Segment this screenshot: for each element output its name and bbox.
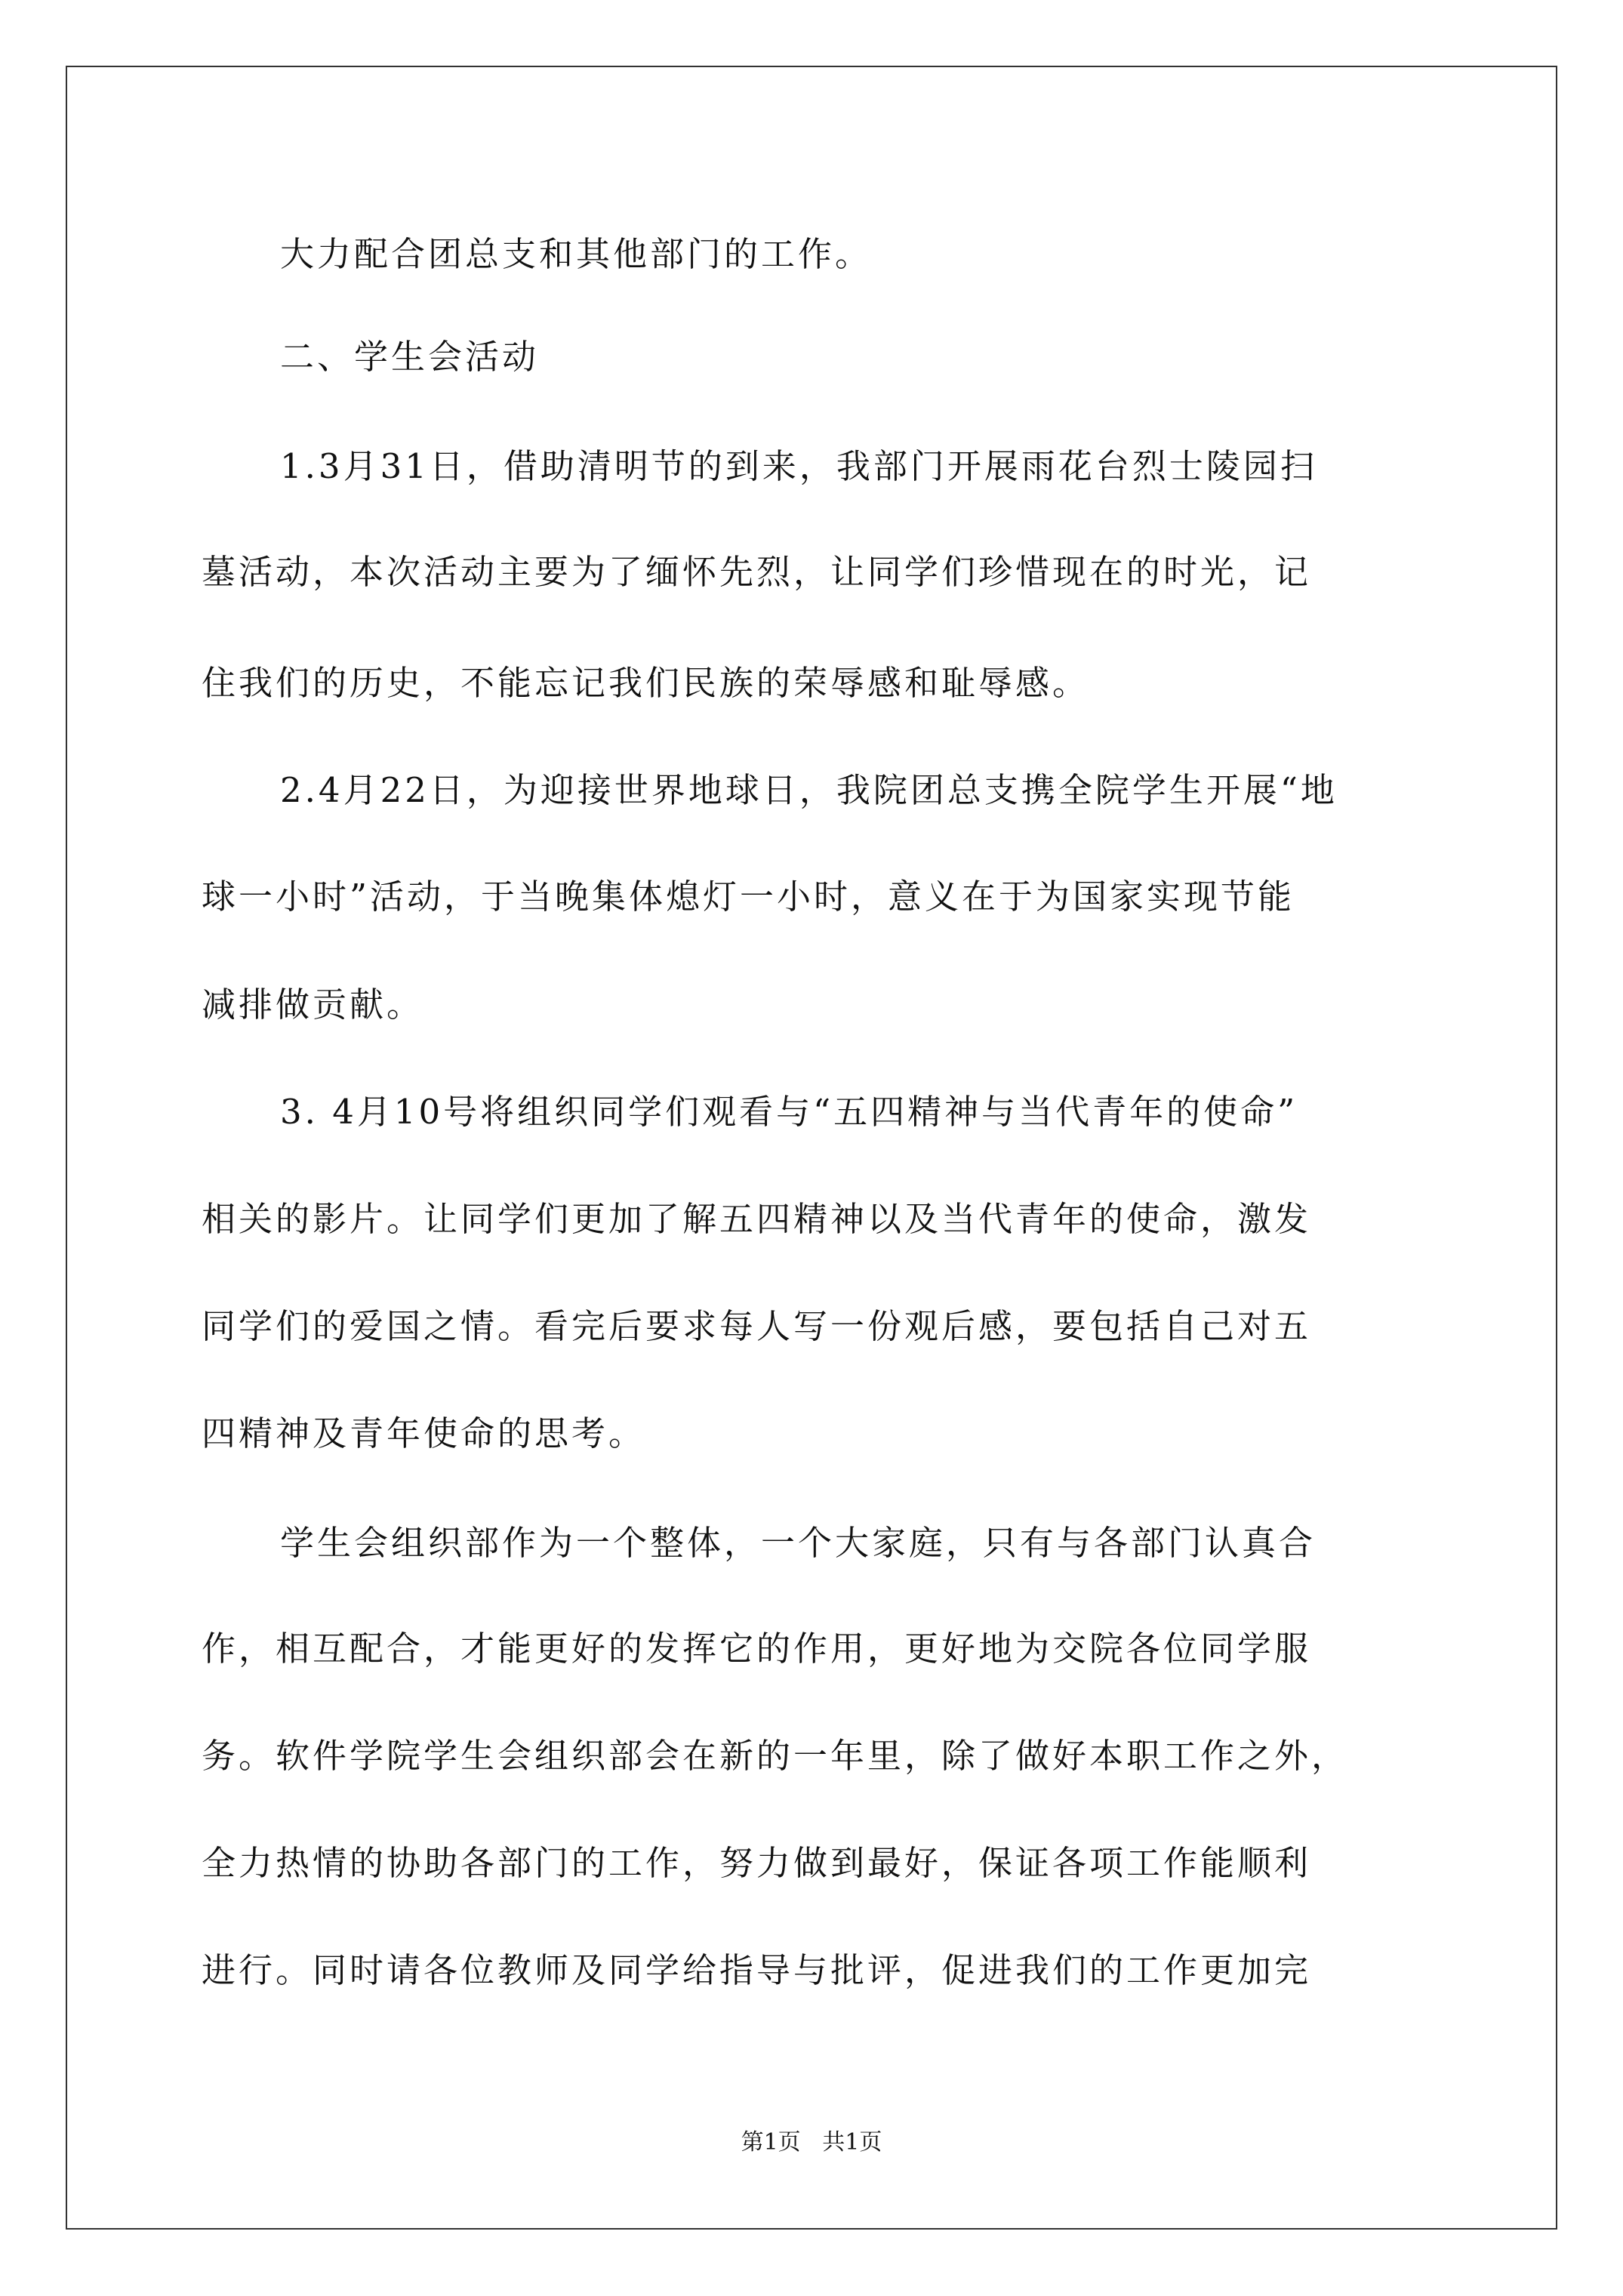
paragraph-line: 1.3月31日，借助清明节的到来，我部门开展雨花台烈士陵园扫: [280, 446, 1317, 486]
paragraph-line: 同学们的爱国之情。看完后要求每人写一份观后感，要包括自己对五: [202, 1306, 1312, 1346]
paragraph-line: 减排做贡献。: [202, 985, 424, 1025]
paragraph-line: 住我们的历史，不能忘记我们民族的荣辱感和耻辱感。: [202, 663, 1090, 703]
paragraph-line: 墓活动，本次活动主要为了缅怀先烈，让同学们珍惜现在的时光，记: [202, 552, 1312, 592]
paragraph-line: 球一小时”活动，于当晚集体熄灯一小时，意义在于为国家实现节能: [202, 877, 1295, 917]
paragraph-line: 进行。同时请各位教师及同学给指导与批评，促进我们的工作更加完: [202, 1950, 1312, 1990]
paragraph-line: 作，相互配合，才能更好的发挥它的作用，更好地为交院各位同学服: [202, 1629, 1312, 1669]
paragraph-line: 2.4月22日，为迎接世界地球日，我院团总支携全院学生开展“地: [280, 770, 1338, 810]
section-heading: 二、学生会活动: [280, 337, 540, 377]
paragraph-line: 务。软件学院学生会组织部会在新的一年里，除了做好本职工作之外，: [202, 1736, 1349, 1776]
paragraph-line: 全力热情的协助各部门的工作，努力做到最好，保证各项工作能顺利: [202, 1843, 1312, 1883]
paragraph-line: 相关的影片。让同学们更加了解五四精神以及当代青年的使命，激发: [202, 1199, 1312, 1239]
paragraph-line: 3. 4月10号将组织同学们观看与“五四精神与当代青年的使命”: [280, 1092, 1298, 1132]
paragraph-line: 四精神及青年使命的思考。: [202, 1413, 646, 1453]
page-border: [66, 66, 1557, 2230]
paragraph-line: 学生会组织部作为一个整体，一个大家庭，只有与各部门认真合: [280, 1523, 1317, 1563]
paragraph-line: 大力配合团总支和其他部门的工作。: [280, 234, 873, 274]
page-number-footer: 第1页 共1页: [741, 2129, 882, 2156]
